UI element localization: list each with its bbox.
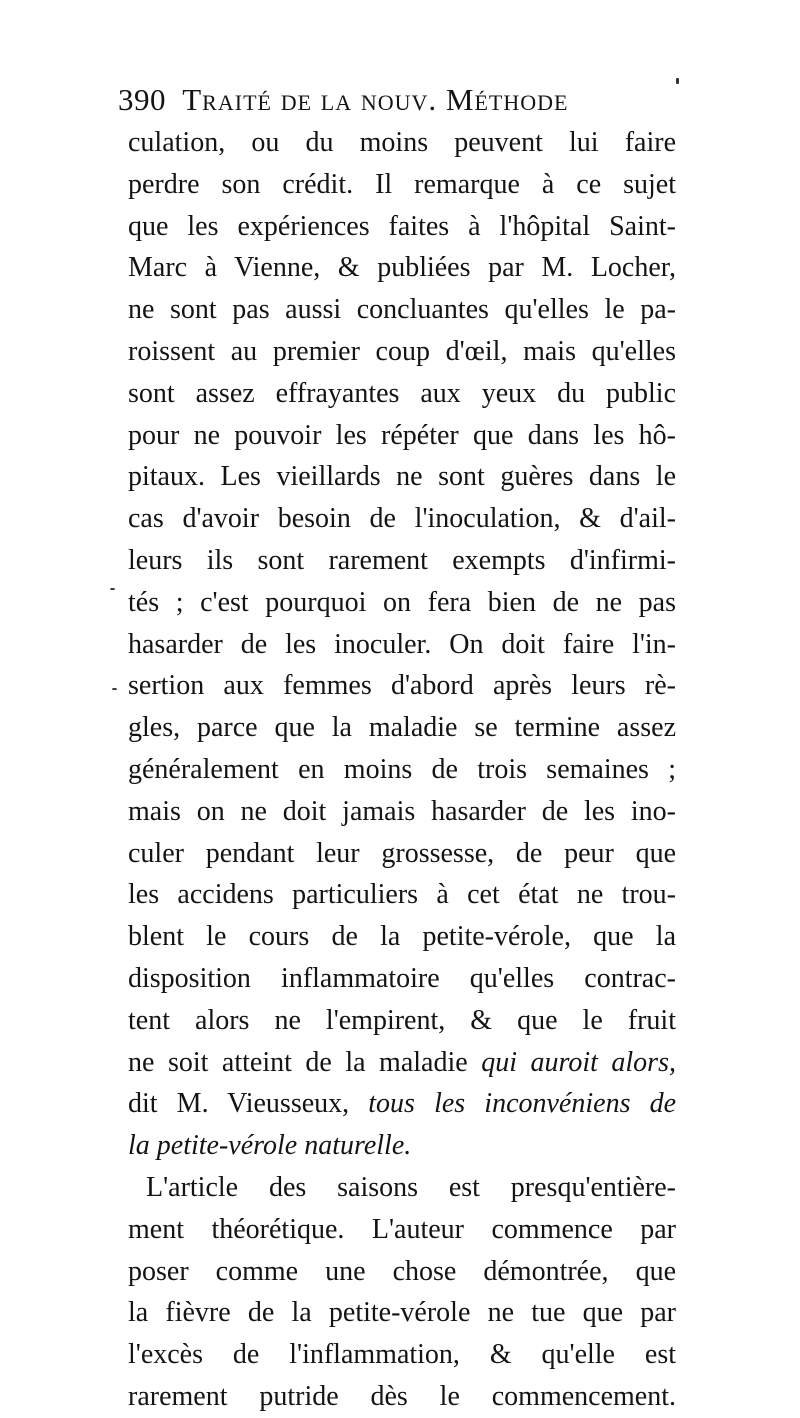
text-line: généralement en moins de trois semaines ;	[128, 753, 676, 785]
text-line: tent alors ne l'empirent, & que le fruit	[128, 1004, 676, 1036]
running-title: Traité de la nouv. Méthode	[182, 82, 569, 117]
roman-text: ne soit atteint de la maladie	[128, 1046, 482, 1078]
text-line: l'excès de l'inflammation, & qu'elle est	[128, 1339, 676, 1371]
text-line: culation, ou du moins peuvent lui faire	[128, 127, 676, 158]
text-line: leurs ils sont rarement exempts d'infirmi-	[128, 544, 676, 576]
text-line: cas d'avoir besoin de l'inoculation, & d'ail-	[128, 503, 676, 535]
page-number: 390	[118, 82, 166, 117]
ink-speck	[112, 688, 117, 690]
text-line: Marc à Vienne, & publiées par M. Locher,	[128, 252, 676, 284]
text-line: sertion aux femmes d'abord après leurs rè-	[128, 670, 676, 702]
text-line: pitaux. Les vieillards ne sont guères dans le	[128, 461, 676, 493]
italic-quote: tous les inconvéniens de	[368, 1088, 676, 1120]
text-line: les accidens particuliers à cet état ne trou-	[128, 879, 676, 911]
text-line: gles, parce que la maladie se termine assez	[128, 712, 676, 744]
roman-text: dit M. Vieusseux,	[128, 1088, 369, 1120]
italic-quote: qui auroit alors,	[481, 1046, 676, 1078]
text-line: poser comme une chose démontrée, que	[128, 1255, 676, 1287]
text-line: hasarder de les inoculer. On doit faire l'in-	[128, 628, 676, 660]
ink-speck	[110, 588, 115, 590]
page-header	[118, 80, 658, 120]
body-text	[128, 122, 676, 1418]
text-line: la fièvre de la petite-vérole ne tue que par	[128, 1297, 676, 1329]
text-line: blent le cours de la petite-vérole, que la	[128, 921, 676, 953]
text-line: rarement putride dès le commencement.	[128, 1380, 676, 1412]
ink-speck	[676, 78, 679, 84]
text-line: ment théorétique. L'auteur commence par	[128, 1213, 676, 1245]
text-line: tés ; c'est pourquoi on fera bien de ne pas	[128, 586, 676, 618]
text-line: que les expériences faites à l'hôpital Saint-	[128, 210, 676, 242]
text-line-mixed	[128, 1042, 676, 1084]
text-line: ne sont pas aussi concluantes qu'elles le pa-	[128, 294, 676, 326]
text-line-italic	[128, 1125, 676, 1167]
text-line: mais on ne doit jamais hasarder de les ino-	[128, 795, 676, 827]
text-line: roissent au premier coup d'œil, mais qu'elles	[128, 335, 676, 367]
text-line-mixed	[128, 1083, 676, 1125]
text-line: culer pendant leur grossesse, de peur que	[128, 837, 676, 869]
text-line: perdre son crédit. Il remarque à ce sujet	[128, 168, 676, 200]
text-line: pour ne pouvoir les répéter que dans les hô-	[128, 419, 676, 451]
paragraph-first-line: L'article des saisons est presqu'entière-	[146, 1171, 676, 1203]
text-line: sont assez effrayantes aux yeux du public	[128, 377, 676, 409]
text-line: disposition inflammatoire qu'elles contrac-	[128, 962, 676, 994]
italic-quote: la petite-vérole naturelle.	[128, 1130, 412, 1162]
